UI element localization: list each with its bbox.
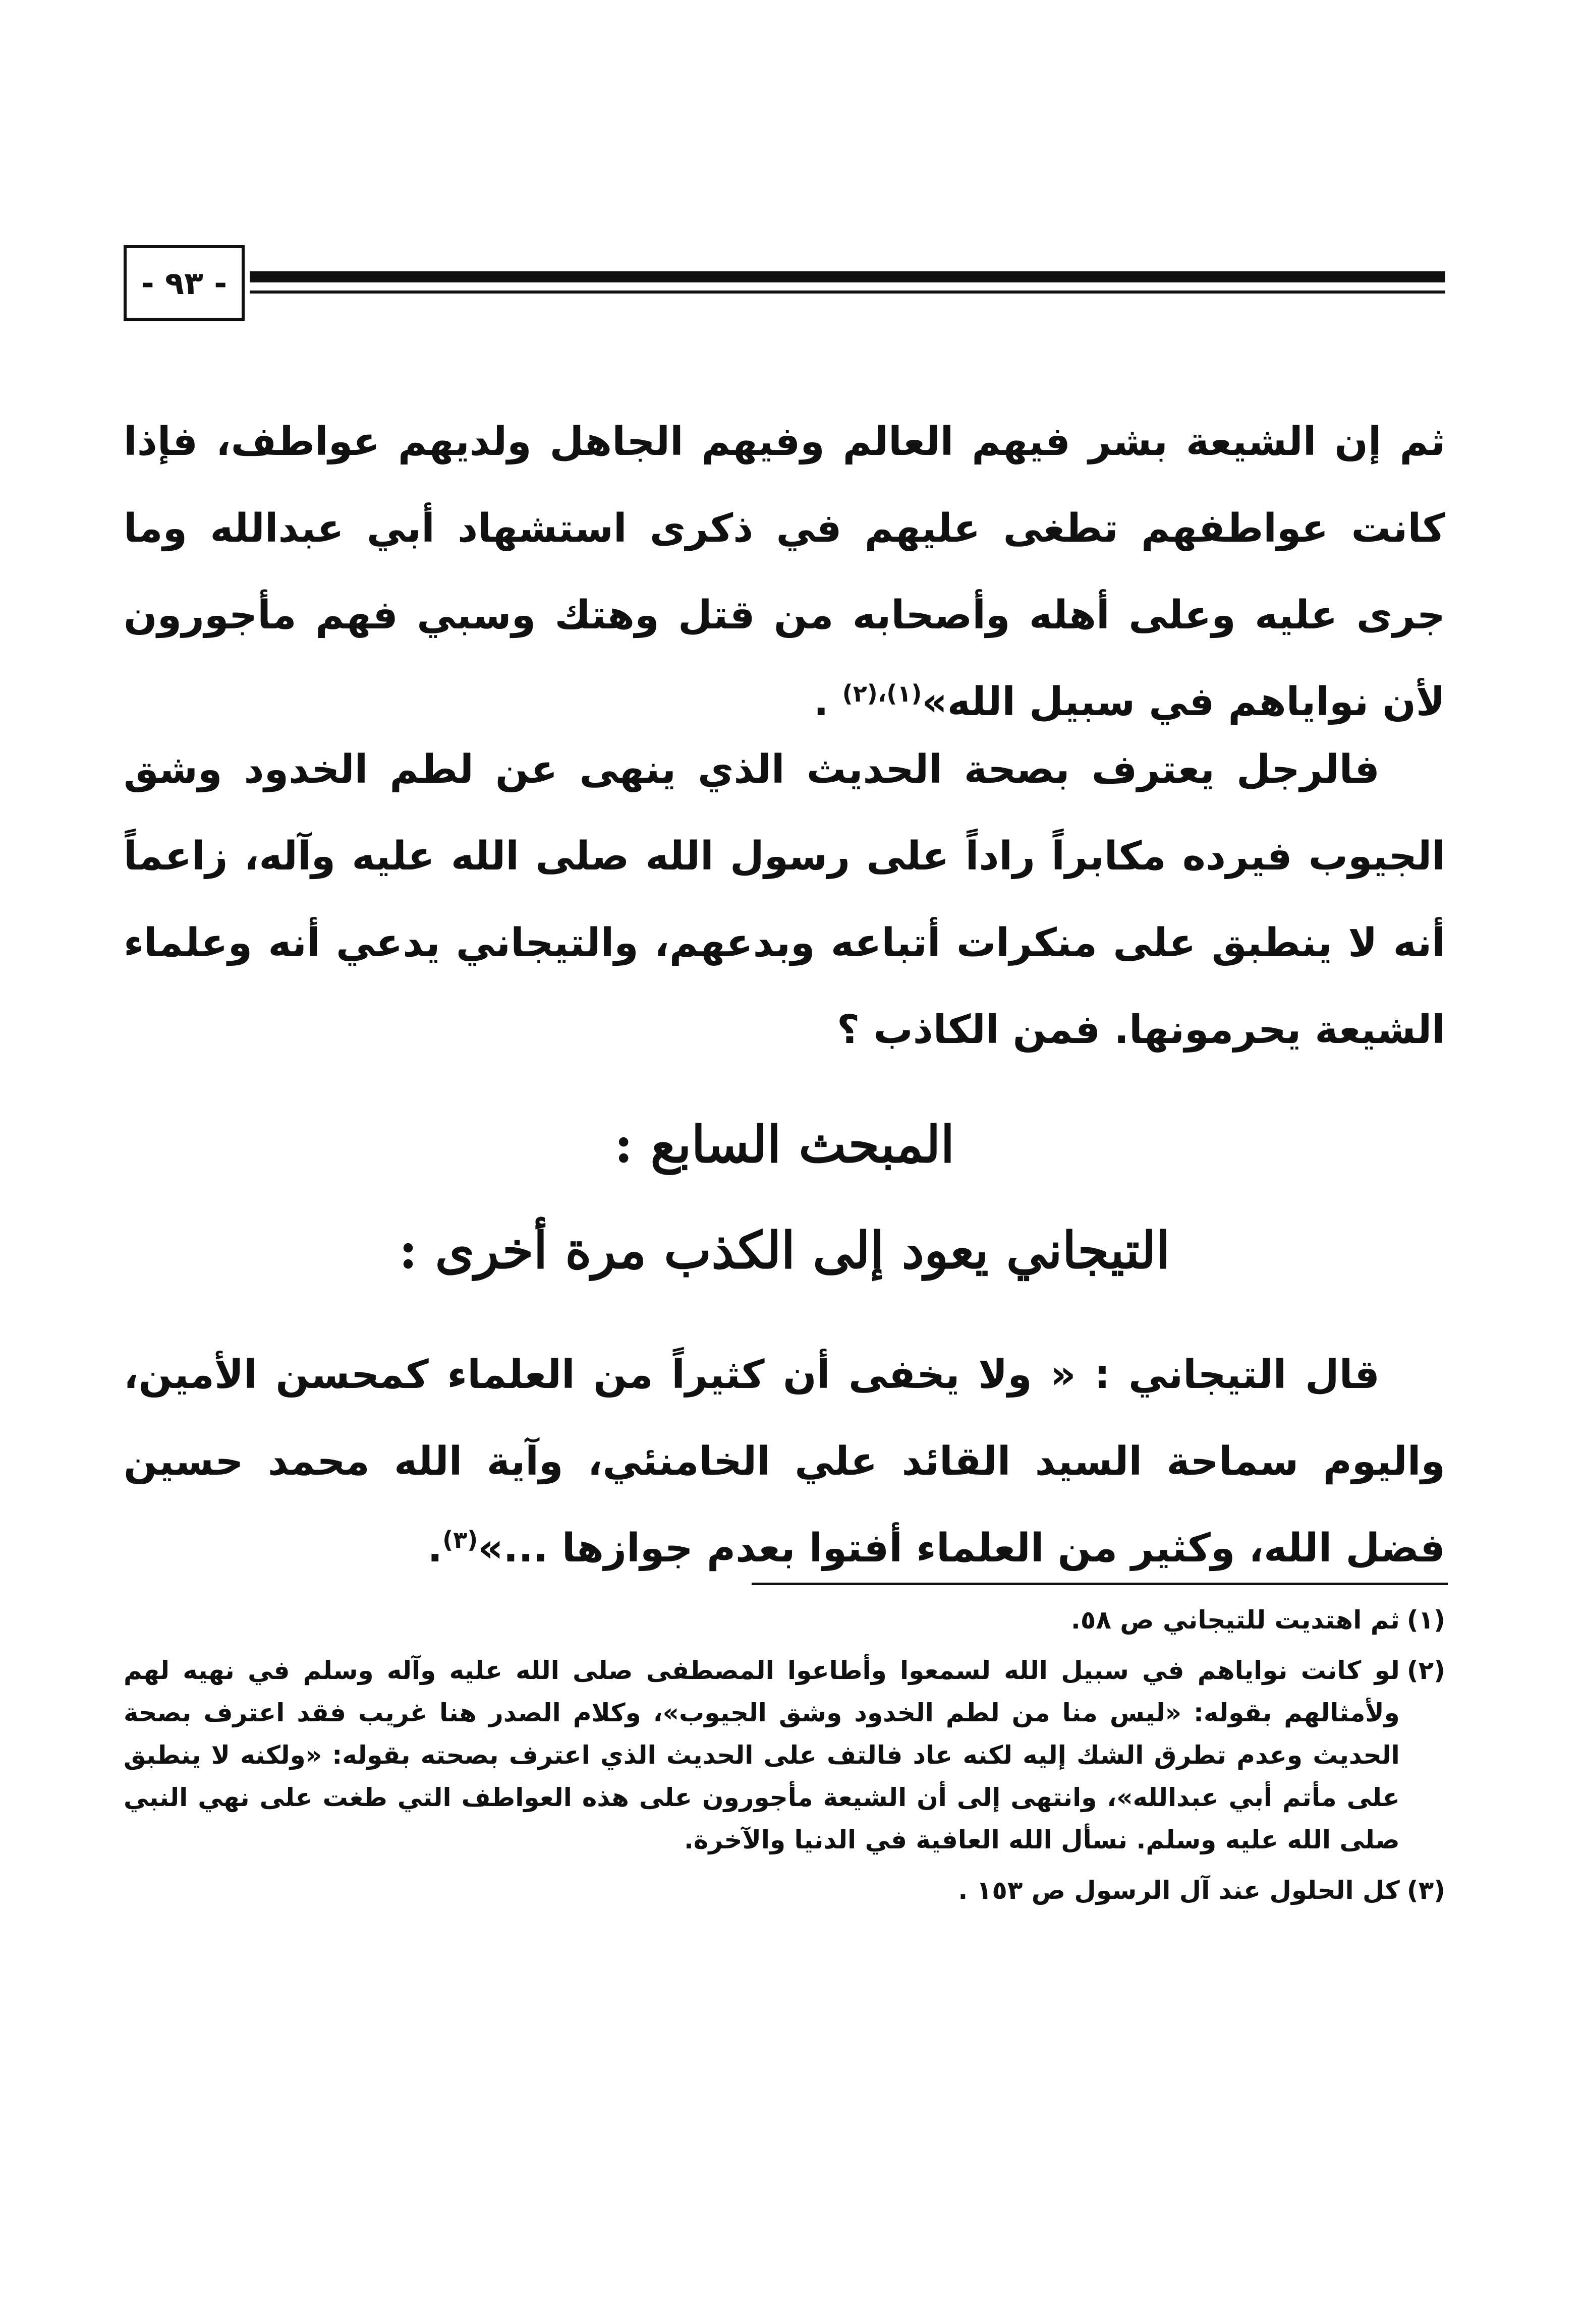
paragraph-2 xyxy=(124,726,1445,1073)
paragraph-2-text: فالرجل يعترف بصحة الحديث الذي ينهى عن لطم الخدود وشق الجيوب فيرده مكابراً راداً على رسول الله صلى الله عليه وآله، زاعماً أنه لا ينطبق على منكرات أتباعه وبدعهم، والتيجاني يدعي أنه وعلماء الشيعة يحرمونها. فمن الكاذب ؟ xyxy=(124,747,1445,1053)
header-rule-thin xyxy=(250,290,1445,294)
paragraph-3 xyxy=(124,1331,1445,1592)
section-subheading: التيجاني يعود إلى الكذب مرة أخرى : xyxy=(399,1221,1170,1280)
footnote-refs-1-2: (١)،(٢) xyxy=(842,680,922,707)
footnote-1-text: ثم اهتديت للتيجاني ص ٥٨. xyxy=(1070,1605,1400,1635)
paragraph-1-text: ثم إن الشيعة بشر فيهم العالم وفيهم الجاهل ولديهم عواطف، فإذا كانت عواطفهم تطغى عليهم في ذكرى استشهاد أبي عبدالله وما جرى عليه وعلى أهله وأصحابه من قتل وهتك وسبي فهم مأجورون لأن نواياهم في سبيل الله» xyxy=(124,419,1445,725)
footnote-1-mark: (١) xyxy=(1406,1605,1445,1635)
header-rule-thick xyxy=(250,271,1445,282)
footnote-3-text: كل الحلول عند آل الرسول ص ١٥٣ . xyxy=(958,1876,1400,1905)
paragraph-3-end: . xyxy=(427,1526,443,1571)
page-number: - ٩٣ - xyxy=(124,245,245,321)
page-header xyxy=(124,245,1445,331)
footnotes xyxy=(124,1599,1445,1920)
footnote-separator xyxy=(752,1583,1448,1585)
footnote-2-text: لو كانت نواياهم في سبيل الله لسمعوا وأطاعوا المصطفى صلى الله عليه وآله وسلم في نهيه لهم ولأمثالهم بقوله: «ليس منا من لطم الخدود وشق الجيوب»، وكلام الصدر هنا غريب فقد اعترف بصحة الحديث وعدم تطرق الشك إليه لكنه عاد فالتف على الحديث الذي اعترف بصحته بقوله: «ولكنه لا ينطبق على مأتم أبي عبدالله»، وانتهى إلى أن الشيعة مأجورون على هذه العواطف التي طغت على نهي النبي صلى الله عليه وسلم. نسأل الله العافية في الدنيا والآخرة. xyxy=(124,1656,1400,1854)
paragraph-1 xyxy=(124,398,1445,745)
section-heading: المبحث السابع : xyxy=(614,1115,955,1174)
footnote-1 xyxy=(124,1599,1445,1641)
footnote-2 xyxy=(124,1649,1445,1861)
footnote-2-mark: (٢) xyxy=(1406,1656,1445,1685)
footnote-ref-3: (٣) xyxy=(442,1526,478,1553)
paragraph-3-text: قال التيجاني : « ولا يخفى أن كثيراً من العلماء كمحسن الأمين، واليوم سماحة السيد القائد علي الخامنئي، وآية الله محمد حسين فضل الله، وكثير من العلماء أفتوا بعدم جوازها ...» xyxy=(124,1352,1445,1571)
paragraph-1-end: . xyxy=(813,679,842,725)
footnote-3-mark: (٣) xyxy=(1406,1876,1445,1905)
footnote-3 xyxy=(124,1869,1445,1911)
